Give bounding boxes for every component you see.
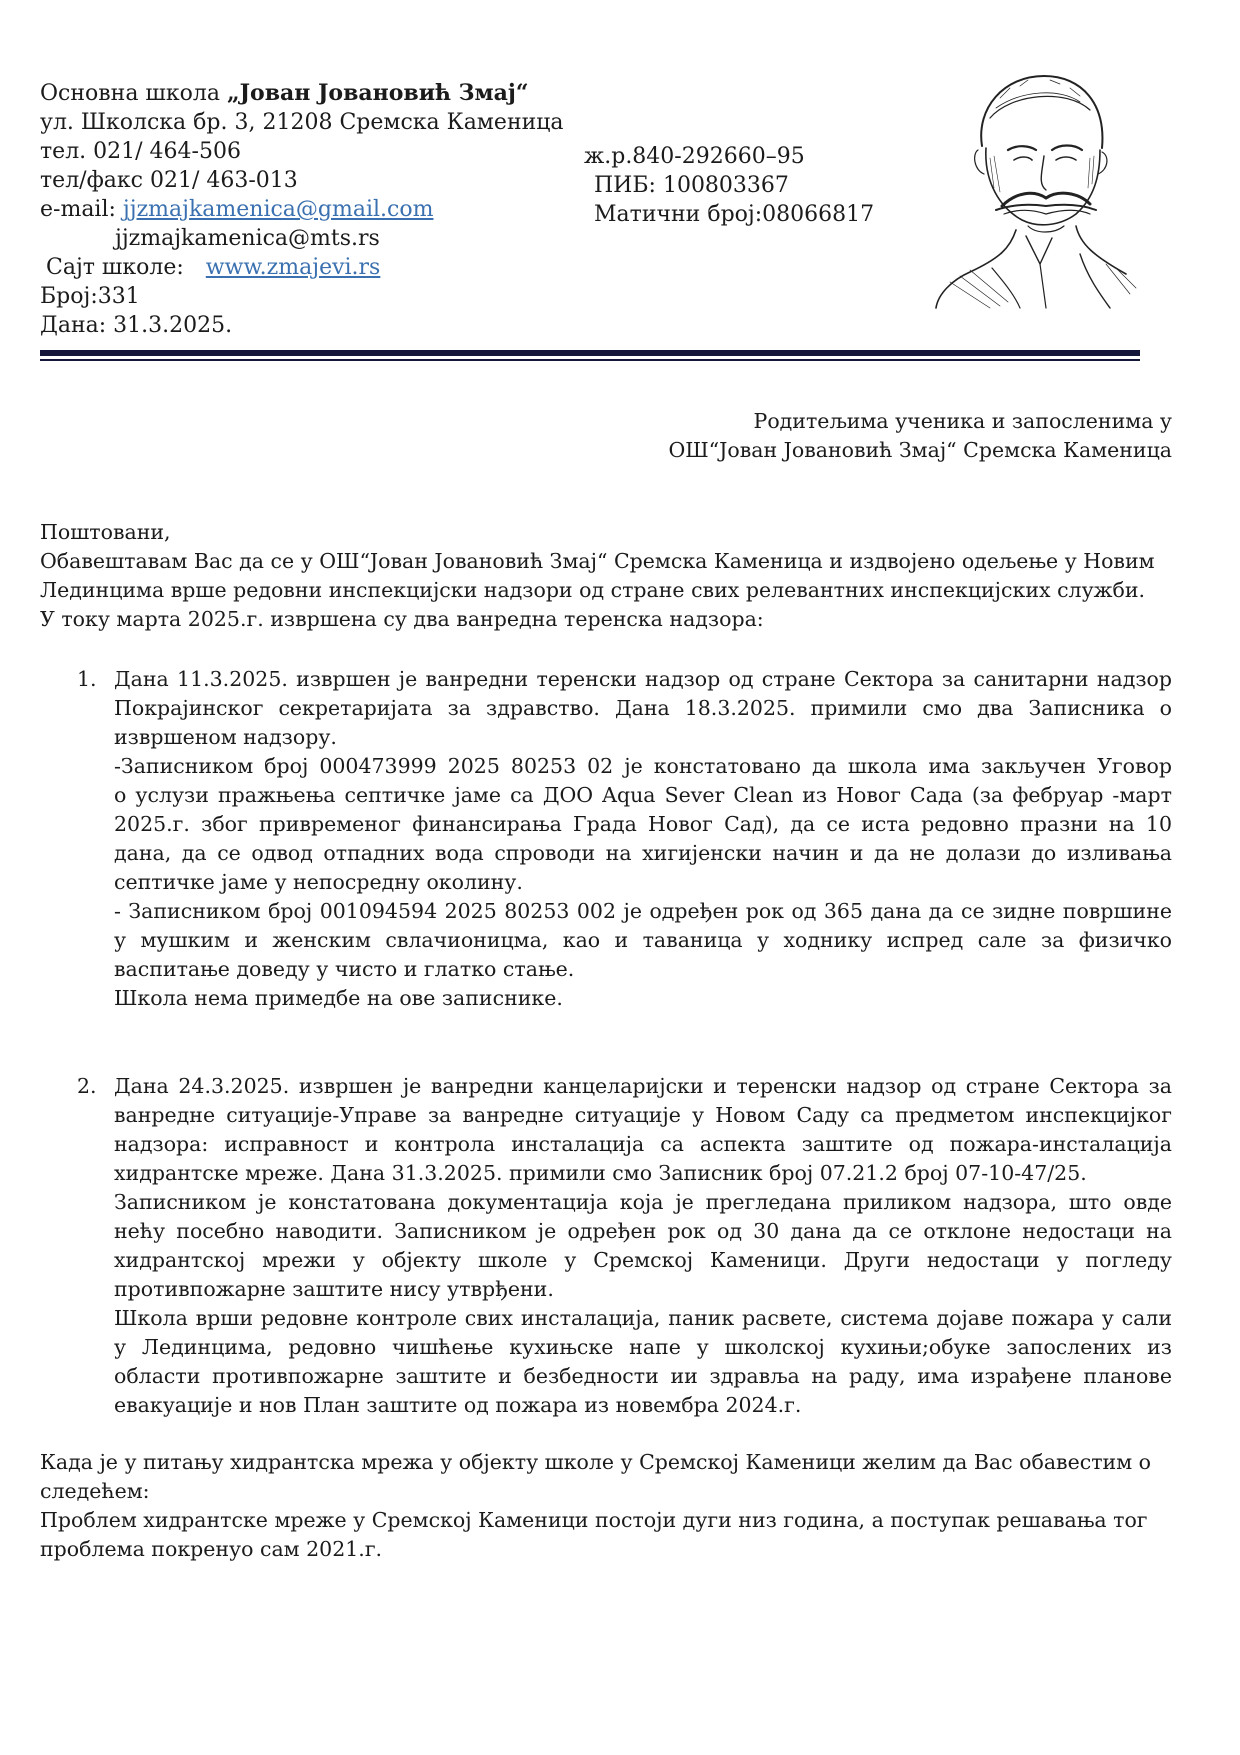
item2-line: надзора: исправност и контрола инсталација са аспекта заштите од пожара-инсталација — [114, 1132, 1172, 1156]
intro-line: Обавештавам Вас да се у ОШ“Јован Јовановић Змај“ Сремска Каменица и издвојено одељење у Новим — [40, 549, 1155, 573]
item2-line: хидрантске мреже. Дана 31.3.2025. примили смо Записник број 07.21.2 број 07-10-47/25. — [114, 1161, 1087, 1185]
item1-line: Покрајинског секретаријата за здравство. Дана 18.3.2025. примили смо два Записника о — [114, 696, 1172, 720]
school-fax: тел/факс 021/ 463-013 — [40, 168, 298, 193]
tax-id: ПИБ: 100803367 — [594, 173, 789, 198]
item1-line: - Записником број 001094594 2025 80253 002 је одређен рок од 365 дана да се зидне површине — [114, 899, 1172, 923]
school-email-line: e-mail: jjzmajkamenica@gmail.com — [40, 197, 434, 222]
registration-number: Матични број:08066817 — [594, 202, 875, 227]
bank-account: ж.р.840-292660–95 — [584, 144, 805, 169]
item2-line: евакуације и нов План заштите од пожара из новембра 2024.г. — [114, 1393, 802, 1417]
intro-line: Лединцима врше редовни инспекцијски надзори од стране свих релевантних инспекцијских служби. — [40, 578, 1146, 602]
email-link[interactable]: jjzmajkamenica@gmail.com — [122, 197, 434, 222]
school-name-line: Основна школа „Јован Јовановић Змај“ — [40, 80, 529, 106]
portrait-image — [930, 58, 1140, 310]
document-number: Број:331 — [40, 284, 140, 309]
item2-line: у Лединцима, редовно чишћење кухињске напе у школској кухињи;обуке запослених из — [114, 1335, 1172, 1359]
item1-line: 2025.г. због привременог финансирања Града Новог Сад), да се иста редовно празни на 10 — [114, 812, 1172, 836]
item2-line: нећу посебно наводити. Записником је одређен рок од 30 дана да се отклоне недостаци на — [114, 1219, 1172, 1243]
item2-line: области противпожарне заштите и безбедности ии здравља на раду, има израђене планове — [114, 1364, 1172, 1388]
item2-line: противпожарне заштите нису утврђени. — [114, 1277, 554, 1301]
intro-line: У току марта 2025.г. извршена су два ванредна теренска надзора: — [40, 607, 764, 631]
school-email-secondary: jjzmajkamenica@mts.rs — [115, 226, 380, 251]
item2-line: хидрантској мрежи у објекту школе у Сремској Каменици. Други недостаци у погледу — [114, 1248, 1172, 1272]
item1-line: у мушким и женским свлачионицма, као и таваница у ходнику испред сале за физичко — [114, 928, 1172, 952]
item1-line: септичке јаме у непосредну околину. — [114, 870, 523, 894]
item2-line: ванредне ситуације-Управе за ванредне ситуације у Новом Саду са предметом инспекцијког — [114, 1103, 1172, 1127]
item1-line: извршеном надзору. — [114, 725, 337, 749]
item2-line: Записником је констатована документација која је прегледана приликом надзора, што овде — [114, 1190, 1172, 1214]
document-date: Дана: 31.3.2025. — [40, 313, 233, 338]
item1-line: Школа нема примедбе на ове записнике. — [114, 986, 563, 1010]
school-name: „Јован Јовановић Змај“ — [226, 80, 529, 106]
item1-line: Дана 11.3.2025. извршен је ванредни теренски надзор од стране Сектора за санитарни надзор — [114, 667, 1172, 691]
closing-line: проблема покренуо сам 2021.г. — [40, 1537, 383, 1561]
item1-line: о услузи пражњења септичке јаме са ДОО Aqua Sever Clean из Новог Сада (за фебруар -март — [114, 783, 1172, 807]
school-phone: тел. 021/ 464-506 — [40, 139, 241, 164]
item2-line: Дана 24.3.2025. извршен је ванредни канцеларијски и теренски надзор од стране Сектора за — [114, 1074, 1172, 1098]
item1-line: васпитање доведу у чисто и глатко стање. — [114, 957, 575, 981]
school-address: ул. Школска бр. 3, 21208 Сремска Каменица — [40, 110, 564, 135]
list-item-number: 2. — [77, 1074, 97, 1098]
item1-line: дана, да се одвод отпадних вода спроводи на хигијенски начин и да не долази до изливања — [114, 841, 1172, 865]
closing-line: Када је у питању хидрантска мрежа у објекту школе у Сремској Каменици желим да Вас обавестим о — [40, 1450, 1152, 1474]
header-divider-thin — [40, 359, 1140, 361]
site-link[interactable]: www.zmajevi.rs — [205, 255, 381, 280]
greeting: Поштовани, — [40, 520, 171, 544]
recipient-line-2: ОШ“Јован Јовановић Змај“ Сремска Каменица — [668, 438, 1172, 462]
recipient-line-1: Родитељима ученика и запосленима у — [753, 409, 1172, 433]
closing-line: Проблем хидрантске мреже у Сремској Каменици постоји дуги низ година, а поступак решавања тог — [40, 1508, 1148, 1532]
header-divider-thick — [40, 350, 1140, 356]
school-site-line: Сајт школе: www.zmajevi.rs — [46, 255, 381, 280]
list-item-number: 1. — [77, 667, 97, 691]
closing-line: следећем: — [40, 1479, 150, 1503]
item1-line: -Записником број 000473999 2025 80253 02 је констатовано да школа има закључен Уговор — [114, 754, 1172, 778]
item2-line: Школа врши редовне контроле свих инсталација, паник расвете, система дојаве пожара у сали — [114, 1306, 1172, 1330]
